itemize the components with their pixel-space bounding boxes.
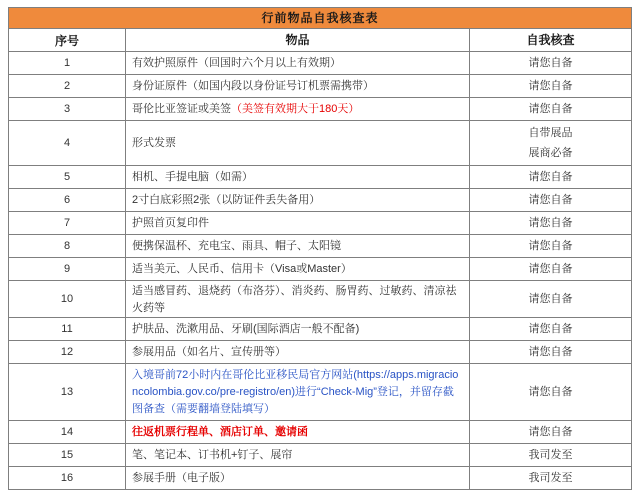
item-text bbox=[126, 444, 470, 466]
table-row bbox=[9, 98, 631, 121]
check-status-line: 请您自备 bbox=[528, 80, 573, 92]
check-status bbox=[470, 121, 631, 165]
item-text-segment: 便携保温杯、充电宝、雨具、帽子、太阳镜 bbox=[132, 239, 341, 252]
check-status bbox=[470, 52, 631, 74]
row-number: 9 bbox=[9, 258, 126, 280]
check-status-line: 我司发至 bbox=[528, 449, 573, 461]
item-text-segment: 往返机票行程单、酒店订单、邀请函 bbox=[132, 425, 308, 438]
check-status-line: 展商必备 bbox=[528, 147, 573, 159]
item-text bbox=[126, 235, 470, 257]
check-status-line: 请您自备 bbox=[528, 171, 573, 183]
item-text-segment: 笔、笔记本、订书机+钉子、展帘 bbox=[132, 448, 293, 461]
item-text bbox=[126, 421, 470, 443]
checklist-table bbox=[8, 7, 632, 490]
table-row bbox=[9, 189, 631, 212]
row-number: 15 bbox=[9, 444, 126, 466]
item-text-segment: 形式发票 bbox=[132, 136, 176, 149]
table-row bbox=[9, 121, 631, 166]
check-status-line: 自带展品 bbox=[528, 127, 573, 139]
item-text-segment: 入境哥前72小时内在哥伦比亚移民局官方网站(https://apps.migracioncolombia.gov.co/pre-registro/en)进行“Check-Mig”登记，并留存截图备查（需要翻墙登陆填写） bbox=[132, 368, 459, 415]
check-status-line: 请您自备 bbox=[528, 240, 573, 252]
check-status-line: 请您自备 bbox=[528, 194, 573, 206]
item-text bbox=[126, 52, 470, 74]
item-text-segment: 适当感冒药、退烧药（布洛芬）、消炎药、肠胃药、过敏药、清凉祛火药等 bbox=[132, 285, 457, 314]
item-text bbox=[126, 467, 470, 489]
item-text bbox=[126, 258, 470, 280]
check-status-line: 请您自备 bbox=[528, 263, 573, 275]
row-number: 11 bbox=[9, 318, 126, 340]
table-title: 行前物品自我核查表 bbox=[9, 8, 631, 29]
header-row bbox=[9, 29, 631, 52]
item-text-segment: （美签有效期大于180天） bbox=[231, 102, 360, 115]
check-status-line: 我司发至 bbox=[528, 472, 573, 484]
check-status-line: 请您自备 bbox=[528, 426, 573, 438]
row-number: 6 bbox=[9, 189, 126, 211]
check-status bbox=[470, 467, 631, 489]
row-number: 3 bbox=[9, 98, 126, 120]
check-status bbox=[470, 341, 631, 363]
table-row bbox=[9, 318, 631, 341]
check-status bbox=[470, 189, 631, 211]
table-row bbox=[9, 421, 631, 444]
row-number: 7 bbox=[9, 212, 126, 234]
check-status-line: 请您自备 bbox=[528, 217, 573, 229]
check-status bbox=[470, 212, 631, 234]
col-header-no: 序号 bbox=[9, 29, 126, 51]
check-status-line: 请您自备 bbox=[528, 57, 573, 69]
table-row bbox=[9, 467, 631, 489]
check-status-line: 请您自备 bbox=[528, 386, 573, 398]
table-row bbox=[9, 166, 631, 189]
table-row bbox=[9, 258, 631, 281]
item-text bbox=[126, 75, 470, 97]
table-row bbox=[9, 364, 631, 421]
table-body bbox=[9, 52, 631, 489]
row-number: 8 bbox=[9, 235, 126, 257]
table-row bbox=[9, 52, 631, 75]
item-text-segment: 相机、手提电脑（如需） bbox=[132, 170, 253, 183]
item-text bbox=[126, 121, 470, 165]
check-status-line: 请您自备 bbox=[528, 346, 573, 358]
table-row bbox=[9, 235, 631, 258]
col-header-check: 自我核查 bbox=[526, 33, 575, 47]
row-number: 13 bbox=[9, 364, 126, 420]
check-status bbox=[470, 421, 631, 443]
check-status bbox=[470, 364, 631, 420]
table-row bbox=[9, 281, 631, 318]
check-status-line: 请您自备 bbox=[528, 103, 573, 115]
check-status bbox=[470, 258, 631, 280]
item-text-segment: 身份证原件（如国内段以身份证号订机票需携带） bbox=[132, 79, 374, 92]
item-text bbox=[126, 212, 470, 234]
check-status bbox=[470, 281, 631, 317]
item-text-segment: 有效护照原件（回国时六个月以上有效期） bbox=[132, 56, 341, 69]
row-number: 4 bbox=[9, 121, 126, 165]
item-text bbox=[126, 341, 470, 363]
col-header-item: 物品 bbox=[126, 29, 470, 51]
table-row bbox=[9, 444, 631, 467]
item-text-segment: 护照首页复印件 bbox=[132, 216, 209, 229]
check-status bbox=[470, 235, 631, 257]
row-number: 10 bbox=[9, 281, 126, 317]
check-status-line: 请您自备 bbox=[528, 323, 573, 335]
row-number: 12 bbox=[9, 341, 126, 363]
row-number: 5 bbox=[9, 166, 126, 188]
item-text-segment: 哥伦比亚签证或美签 bbox=[132, 102, 231, 115]
item-text bbox=[126, 98, 470, 120]
row-number: 14 bbox=[9, 421, 126, 443]
table-row bbox=[9, 75, 631, 98]
item-text bbox=[126, 189, 470, 211]
row-number: 2 bbox=[9, 75, 126, 97]
check-status bbox=[470, 318, 631, 340]
check-status bbox=[470, 444, 631, 466]
row-number: 1 bbox=[9, 52, 126, 74]
item-text-segment: 护肤品、洗漱用品、牙刷(国际酒店一般不配备) bbox=[132, 322, 360, 335]
check-status bbox=[470, 75, 631, 97]
table-row bbox=[9, 212, 631, 235]
item-text-segment: 参展用品（如名片、宣传册等） bbox=[132, 345, 286, 358]
check-status-line: 请您自备 bbox=[528, 293, 573, 305]
row-number: 16 bbox=[9, 467, 126, 489]
table-row bbox=[9, 341, 631, 364]
check-status bbox=[470, 166, 631, 188]
item-text bbox=[126, 364, 470, 420]
item-text-segment: 参展手册（电子版） bbox=[132, 471, 231, 484]
check-status bbox=[470, 98, 631, 120]
item-text-segment: 2寸白底彩照2张（以防证件丢失备用） bbox=[132, 193, 321, 206]
item-text bbox=[126, 281, 470, 317]
item-text bbox=[126, 166, 470, 188]
item-text bbox=[126, 318, 470, 340]
item-text-segment: 适当美元、人民币、信用卡（Visa或Master） bbox=[132, 262, 352, 275]
